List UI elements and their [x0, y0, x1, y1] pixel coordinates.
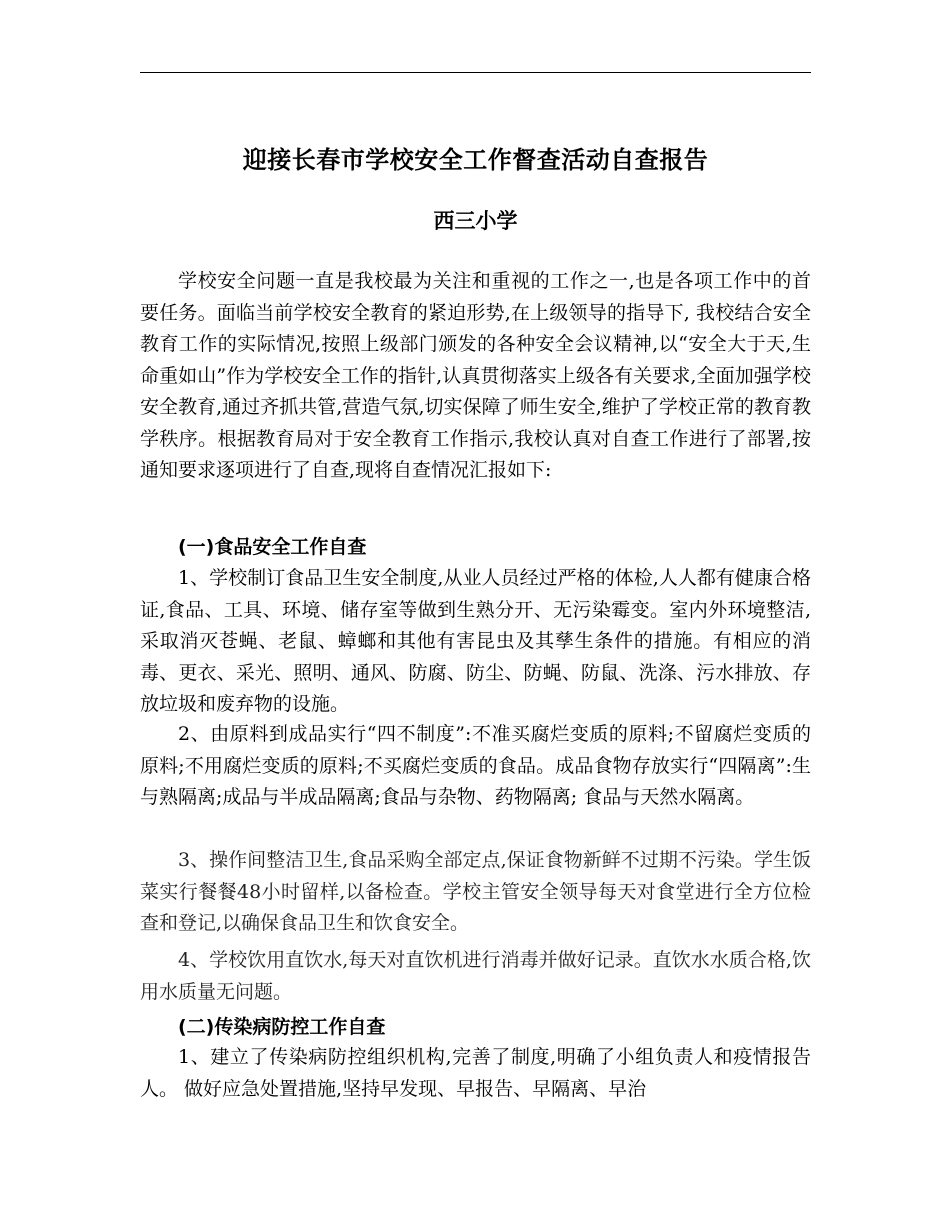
food-safety-item-2: 2、由原料到成品实行“四不制度”:不准买腐烂变质的原料;不留腐烂变质的原料;不用腐烂变质的原料;不买腐烂变质的食品。成品食物存放实行“四隔离”:生与熟隔离;成品与半成品隔离;食品与杂物、药物隔离; 食品与天然水隔离。 — [140, 723, 811, 808]
disease-control-item-1: 1、建立了传染病防控组织机构,完善了制度,明确了小组负责人和疫情报告人。 做好应急处置措施,坚持早发现、早报告、早隔离、早治 — [140, 1046, 811, 1100]
food-safety-item-3: 3、操作间整洁卫生,食品采购全部定点,保证食物新鲜不过期不污染。学生饭菜实行餐餐48小时留样,以备检查。学校主管安全领导每天对食堂进行全方位检查和登记,以确保食品卫生和饮食安全。 — [140, 849, 811, 934]
school-name: 西三小学 — [433, 209, 518, 233]
section-heading-food-safety: (一)食品安全工作自查 — [178, 536, 367, 558]
food-safety-item-1: 1、学校制订食品卫生安全制度,从业人员经过严格的体检,人人都有健康合格证,食品、工具、环境、储存室等做到生熟分开、无污染霉变。室内外环境整洁,采取消灭苍蝇、老鼠、蟑螂和其他有害昆虫及其孳生条件的措施。有相应的消毒、更衣、采光、照明、通风、防腐、防尘、防蝇、防鼠、洗涤、污水排放、存放垃圾和废弃物的设施。 — [140, 567, 811, 715]
document-title: 迎接长春市学校安全工作督查活动自查报告 — [242, 146, 709, 174]
food-safety-item-4: 4、学校饮用直饮水,每天对直饮机进行消毒并做好记录。直饮水水质合格,饮用水质量无问题。 — [140, 949, 811, 1003]
intro-paragraph: 学校安全问题一直是我校最为关注和重视的工作之一,也是各项工作中的首要任务。面临当前学校安全教育的紧迫形势,在上级领导的指导下, 我校结合安全教育工作的实际情况,按照上级部门颁发的各种安全会议精神,以“安全大于天,生命重如山”作为学校安全工作的指针,认真贯彻落实上级各有关要求,全面加强学校安全教育,通过齐抓共管,营造气氛,切实保障了师生安全,维护了学校正常的教育教学秩序。根据教育局对于安全教育工作指示,我校认真对自查工作进行了部署,按通知要求逐项进行了自查,现将自查情况汇报如下: — [140, 270, 811, 481]
section-heading-disease-control: (二)传染病防控工作自查 — [178, 1016, 386, 1038]
header-rule — [140, 72, 811, 73]
